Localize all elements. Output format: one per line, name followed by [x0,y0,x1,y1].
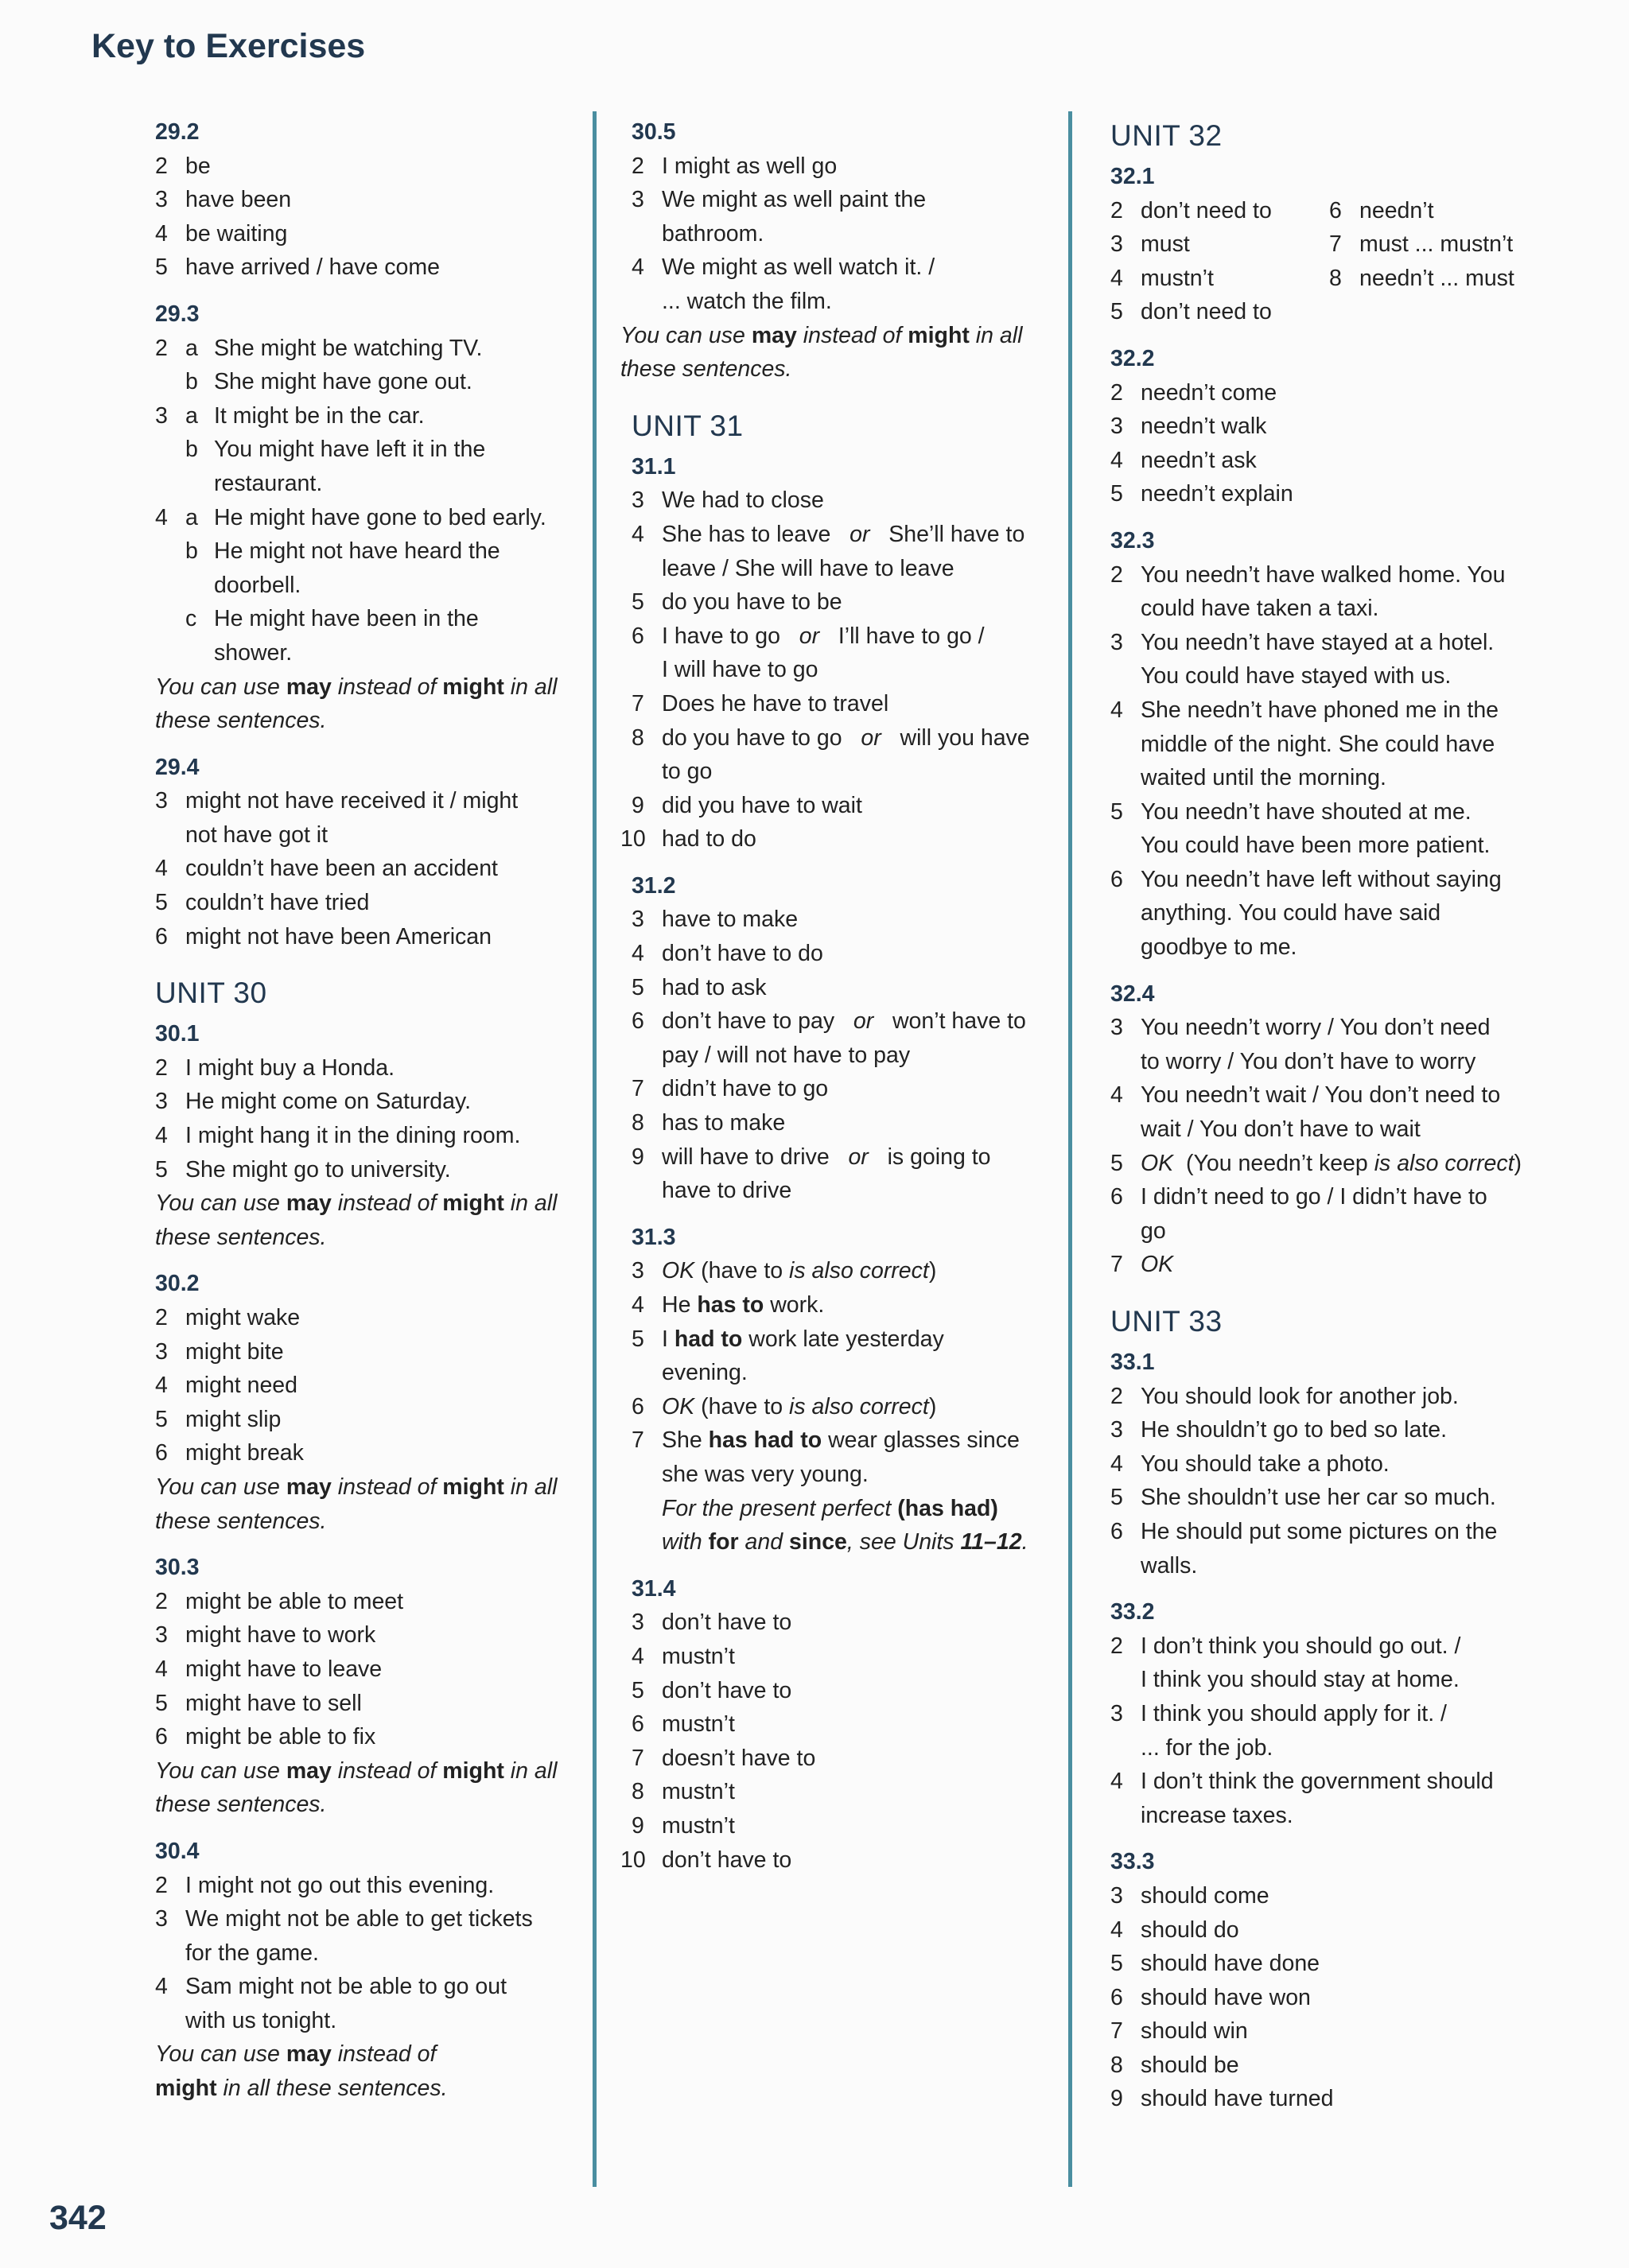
exercise-heading: 32.3 [1110,527,1155,553]
answer-line: 4 You should take a photo. [1110,1451,1390,1477]
answer-line: leave / She will have to leave [662,555,954,581]
answer-line: 2 might be able to meet [155,1588,404,1614]
answer-line: 5 couldn’t have tried [155,890,370,916]
column-right [1110,115,1556,2116]
answer-line: 4 mustn’t [632,1643,735,1669]
answer-line: 3 We might not be able to get tickets [155,1906,533,1932]
answer-line: 6 needn’t [1329,197,1434,223]
answer-line: 4 She has to leave or She’ll have to [632,521,1025,547]
answer-line: 3 He might come on Saturday. [155,1089,472,1115]
column-divider [1068,111,1072,2187]
answer-line: 5 had to ask [632,974,767,1000]
answer-line: 2 You should look for another job. [1110,1383,1459,1409]
answer-line: 6 might break [155,1440,304,1466]
answer-line: shower. [214,639,293,666]
answer-line: 6 don’t have to pay or won’t have to [632,1008,1026,1035]
answer-line: 2 don’t need to [1110,197,1272,223]
answer-line: 5 needn’t explain [1110,481,1293,507]
note: with for and since, see Units 11–12. [662,1529,1028,1555]
unit-heading: UNIT 31 [632,409,744,442]
note: You can use may instead of might in all these sentences. [155,1757,558,1818]
answer-line: with us tonight. [185,2007,337,2033]
answer-line: 6 He should put some pictures on the [1110,1518,1498,1544]
exercise-heading: 31.2 [632,872,676,899]
answer-line: 3 must [1110,231,1190,258]
answer-line: 5 I had to work late yesterday [632,1326,944,1352]
answer-line: 3 We had to close [632,487,824,514]
answer-line: 4 couldn’t have been an accident [155,856,498,882]
answer-line: 3 He shouldn’t go to bed so late. [1110,1417,1448,1443]
unit-heading: UNIT 33 [1110,1305,1223,1338]
answer-line: 3 You needn’t worry / You don’t need [1110,1015,1491,1041]
answer-line: 3 should come [1110,1882,1269,1909]
answer-line: could have taken a taxi. [1141,596,1379,622]
answer-line: 8 needn’t ... must [1329,265,1514,291]
answer-line: 6 OK (have to is also correct) [632,1393,937,1419]
answer-line: increase taxes. [1141,1802,1293,1828]
answer-line: goodbye to me. [1141,934,1297,961]
answer-line: 6 might not have been American [155,923,492,950]
answer-line: 4 He has to work. [632,1292,825,1318]
answer-line: 5 might slip [155,1406,282,1432]
answer-line: she was very young. [662,1461,869,1487]
answer-line: b He might not have heard the [185,538,500,565]
answer-line: 2 be [155,153,211,179]
answer-line: 3 don’t have to [632,1610,792,1636]
page-number: 342 [49,2199,107,2237]
answer-line: 6 You needn’t have left without saying [1110,866,1502,892]
exercise-heading: 32.4 [1110,981,1155,1007]
answer-line: go [1141,1217,1166,1244]
answer-line: wait / You don’t have to wait [1141,1117,1421,1143]
answer-line: 2 I might as well go [632,153,838,179]
answer-line: bathroom. [662,220,764,247]
answer-line: ... watch the film. [662,288,832,314]
note: You can use may instead of might in all these sentences. [155,1190,558,1250]
answer-line: 4 We might as well watch it. / [632,254,935,281]
answer-line: not have got it [185,821,329,848]
answer-line: middle of the night. She could have [1141,731,1495,757]
note: You can use may instead of might in all these sentences. [620,322,1023,383]
answer-line: 5 don’t need to [1110,299,1272,325]
answer-line: 3 OK (have to is also correct) [632,1258,937,1284]
answer-line: 4 Sam might not be able to go out [155,1974,507,2000]
answer-line: 4 I might hang it in the dining room. [155,1123,521,1149]
answer-line: 3 have been [155,187,292,213]
answer-line: 7 should win [1110,2018,1248,2045]
answer-line: 7 must ... mustn’t [1329,231,1514,258]
answer-line: b She might have gone out. [185,369,472,395]
answer-line: 4 might have to leave [155,1656,383,1682]
answer-line: 8 should be [1110,2052,1239,2078]
answer-line: 3 a It might be in the car. [155,402,425,429]
answer-line: I think you should stay at home. [1141,1667,1460,1693]
exercise-heading: 30.1 [155,1021,200,1047]
answer-grid [1110,194,1556,329]
exercise-heading: 29.2 [155,119,200,145]
exercise-heading: 29.3 [155,301,200,327]
answer-line: 4 be waiting [155,220,288,247]
answer-line: You could have been more patient. [1141,833,1491,859]
answer-line: b You might have left it in the [185,437,486,463]
answer-line: c He might have been in the [185,606,479,632]
answer-line: 10 don’t have to [620,1847,792,1873]
answer-line: walls. [1141,1552,1198,1579]
answer-line: 3 You needn’t have stayed at a hotel. [1110,629,1495,655]
answer-line: 2 I might not go out this evening. [155,1872,495,1898]
answer-line: 3 might have to work [155,1622,376,1649]
answer-line: 6 I have to go or I’ll have to go / [632,623,985,649]
answer-line: 4 You needn’t wait / You don’t need to [1110,1082,1501,1109]
answer-line: 8 do you have to go or will you have [632,724,1030,751]
unit-heading: UNIT 30 [155,977,267,1010]
answer-line: for the game. [185,1940,319,1966]
answer-line: 7 didn’t have to go [632,1076,829,1102]
answer-line: to worry / You don’t have to worry [1141,1048,1476,1074]
answer-line: 2 might wake [155,1305,301,1330]
answer-line: 7 She has had to wear glasses since [632,1427,1020,1454]
answer-line: 2 I might buy a Honda. [155,1054,395,1081]
answer-line: 6 I didn’t need to go / I didn’t have to [1110,1184,1487,1210]
answer-line: anything. You could have said [1141,900,1441,926]
note: For the present perfect (has had) [662,1495,998,1521]
exercise-heading: 31.1 [632,453,676,480]
exercise-heading: 32.2 [1110,345,1155,371]
note: You can use may instead of might in all these sentences. [155,674,558,734]
answer-line: 5 don’t have to [632,1677,792,1703]
answer-line: 4 don’t have to do [632,941,823,967]
answer-line: 5 OK (You needn’t keep is also correct) [1110,1150,1522,1176]
answer-line: 9 will have to drive or is going to [632,1144,991,1170]
exercise-heading: 30.2 [155,1271,200,1297]
answer-line: 5 She shouldn’t use her car so much. [1110,1485,1496,1511]
exercise-heading: 33.1 [1110,1350,1155,1375]
answer-line: have to drive [662,1178,792,1204]
answer-line: 4 might need [155,1373,298,1399]
answer-line: 9 should have turned [1110,2086,1334,2112]
answer-line: evening. [662,1360,748,1386]
note: You can use may instead of might in all these sentences. [155,2041,448,2102]
answer-line: 5 She might go to university. [155,1156,451,1183]
answer-line: 3 have to make [632,907,799,933]
answer-line: 7 Does he have to travel [632,690,889,717]
answer-line: 4 I don’t think the government should [1110,1769,1494,1795]
answer-line: doorbell. [214,572,301,598]
answer-line: 5 should have done [1110,1951,1320,1977]
answer-line: You could have stayed with us. [1141,663,1452,689]
unit-heading: UNIT 32 [1110,119,1223,152]
answer-line: 4 should do [1110,1917,1239,1943]
answer-line: 6 mustn’t [632,1711,735,1738]
exercise-heading: 29.4 [155,754,200,780]
answer-line: restaurant. [214,470,323,496]
answer-line: 10 had to do [620,826,756,852]
answer-line: 4 She needn’t have phoned me in the [1110,697,1499,723]
answer-line: waited until the morning. [1141,765,1386,791]
answer-line: 9 mustn’t [632,1812,735,1839]
answer-line: 5 might have to sell [155,1690,362,1716]
answer-line: to go [662,759,713,785]
answer-line: 3 might bite [155,1338,284,1365]
answer-line: 2 You needn’t have walked home. You [1110,561,1506,588]
answer-line: 3 I think you should apply for it. / [1110,1700,1447,1726]
answer-line: 3 might not have received it / might [155,788,519,814]
page-header-title: Key to Exercises [91,27,366,65]
note: You can use may instead of might in all these sentences. [155,1474,558,1534]
column-middle [620,115,1042,1877]
answer-line: 6 might be able to fix [155,1724,376,1750]
answer-line: 4 mustn’t [1110,265,1214,291]
exercise-heading: 32.1 [1110,164,1155,189]
answer-line: I will have to go [662,657,818,683]
answer-line: ... for the job. [1141,1734,1273,1761]
answer-line: 9 did you have to wait [632,792,862,818]
answer-line: 6 should have won [1110,1984,1311,2010]
answer-line: 2 a She might be watching TV. [155,335,483,361]
answer-line: 4 a He might have gone to bed early. [155,504,546,530]
answer-line: 5 have arrived / have come [155,254,440,281]
exercise-heading: 31.3 [632,1224,676,1250]
answer-line: 2 needn’t come [1110,379,1277,406]
answer-line: 4 needn’t ask [1110,447,1257,473]
exercise-heading: 33.3 [1110,1849,1155,1875]
answer-line: 8 has to make [632,1110,786,1136]
column-left [155,115,569,2106]
answer-line: 5 You needn’t have shouted at me. [1110,798,1472,825]
answer-line: 7 doesn’t have to [632,1745,816,1771]
exercise-heading: 31.4 [632,1575,676,1602]
exercise-heading: 30.4 [155,1838,200,1864]
exercise-heading: 33.2 [1110,1599,1155,1625]
exercise-heading: 30.3 [155,1555,200,1581]
answer-line: pay / will not have to pay [662,1042,911,1068]
answer-line: 8 mustn’t [632,1779,735,1805]
exercise-heading: 30.5 [632,119,676,145]
answer-line: 3 We might as well paint the [632,187,927,213]
answer-line: 5 do you have to be [632,589,842,616]
answer-line: 3 needn’t walk [1110,414,1267,440]
answer-line: 2 I don’t think you should go out. / [1110,1633,1461,1659]
answer-line: 7 OK [1110,1252,1174,1278]
column-divider [593,111,597,2187]
